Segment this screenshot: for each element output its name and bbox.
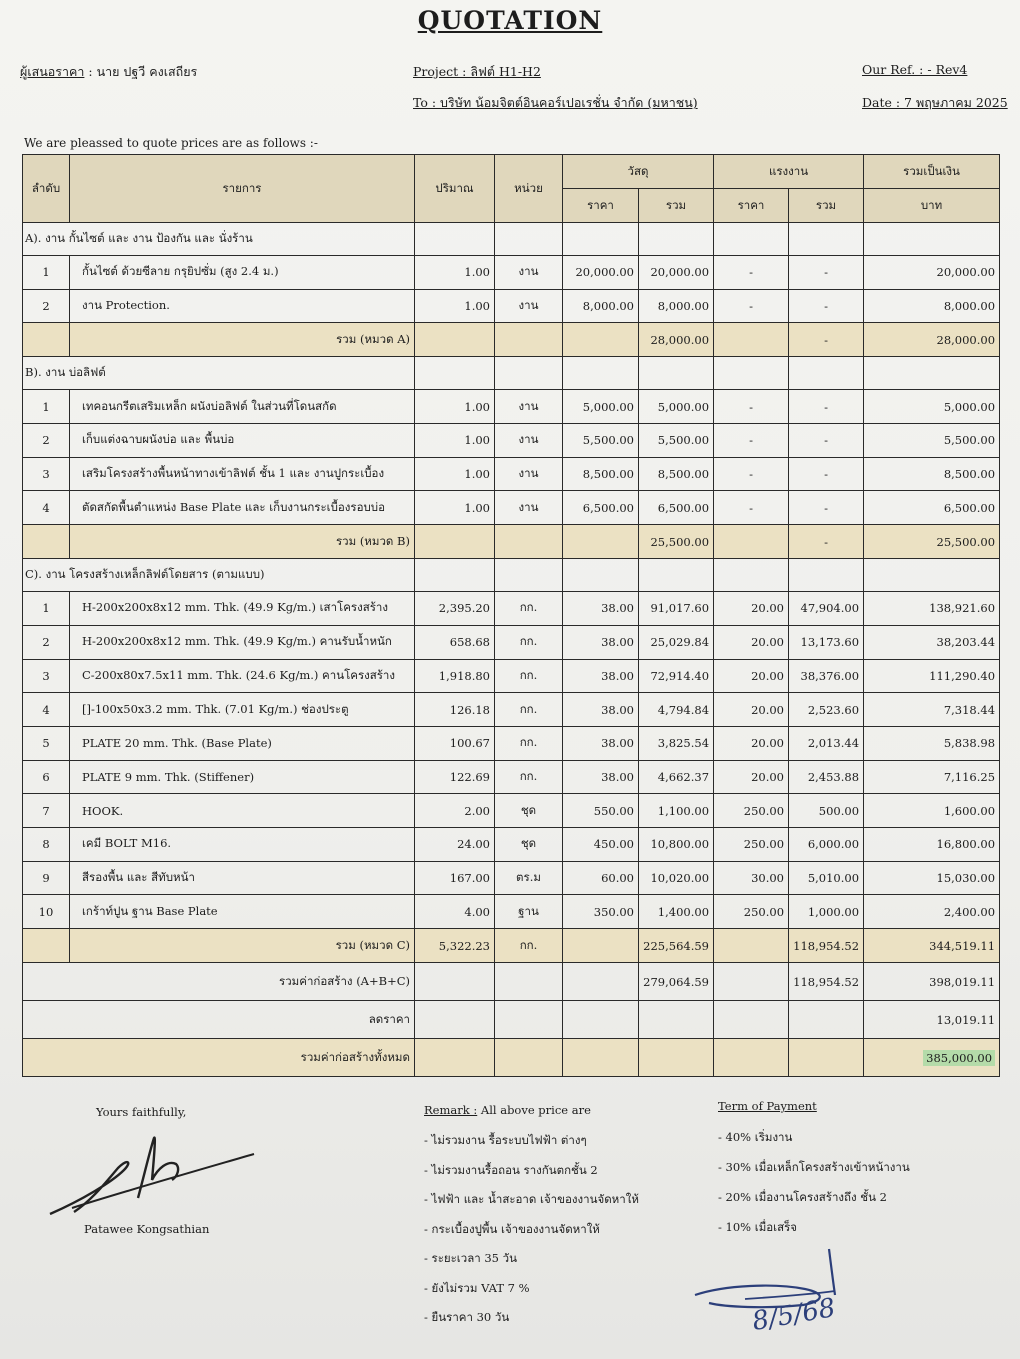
- empty-cell: [639, 357, 714, 390]
- item-material-sum: 1,100.00: [639, 794, 714, 828]
- item-desc: []-100x50x3.2 mm. Thk. (7.01 Kg/m.) ช่องประตู: [70, 693, 415, 727]
- final-total-row-labor-sum: [789, 1039, 864, 1077]
- document-title: QUOTATION: [417, 6, 603, 35]
- item-no: 9: [23, 861, 70, 895]
- item-total: 138,921.60: [864, 592, 1000, 626]
- payment-title: Term of Payment: [718, 1099, 817, 1113]
- item-material-price: 6,500.00: [563, 491, 639, 525]
- item-total: 5,000.00: [864, 390, 1000, 424]
- empty-cell: [714, 929, 789, 963]
- item-labor-sum: 6,000.00: [789, 827, 864, 861]
- item-no: 1: [23, 390, 70, 424]
- empty-cell: [415, 963, 495, 1001]
- subtotal-total: 344,519.11: [864, 929, 1000, 963]
- col-unit: หน่วย: [495, 155, 563, 223]
- item-material-sum: 25,029.84: [639, 625, 714, 659]
- payment-item: - 30% เมื่อเหล็กโครงสร้างเข้าหน้างาน: [718, 1160, 910, 1174]
- item-no: 1: [23, 592, 70, 626]
- payment-item: - 20% เมื่องานโครงสร้างถึง ชั้น 2: [718, 1190, 887, 1204]
- item-desc: ตัดสกัดพื้นตำแหน่ง Base Plate และ เก็บงานกระเบื้องรอบบ่อ: [70, 491, 415, 525]
- item-unit: กก.: [495, 659, 563, 693]
- section-header-row: [23, 223, 1000, 256]
- item-material-sum: 10,800.00: [639, 827, 714, 861]
- item-labor-price: 30.00: [714, 861, 789, 895]
- item-unit: กก.: [495, 760, 563, 794]
- item-unit: ฐาน: [495, 895, 563, 929]
- table-row: [23, 659, 1000, 693]
- table-row: [23, 592, 1000, 626]
- item-total: 2,400.00: [864, 895, 1000, 929]
- empty-cell: [495, 559, 563, 592]
- item-desc: H-200x200x8x12 mm. Thk. (49.9 Kg/m.) คานรับน้ำหนัก: [70, 625, 415, 659]
- subtotal-unit: [495, 323, 563, 357]
- item-desc: เคมี BOLT M16.: [70, 827, 415, 861]
- remark-heading: [424, 1103, 591, 1117]
- empty-cell: [639, 559, 714, 592]
- item-no: 6: [23, 760, 70, 794]
- empty-cell: [639, 223, 714, 256]
- item-material-sum: 1,400.00: [639, 895, 714, 929]
- empty-cell: [23, 525, 70, 559]
- empty-cell: [714, 1039, 789, 1077]
- handwritten-date: 8/5/68: [750, 1292, 838, 1338]
- offerer-label: ผู้เสนอราคา: [20, 64, 85, 79]
- item-labor-sum: 2,013.44: [789, 726, 864, 760]
- item-material-price: 5,500.00: [563, 424, 639, 458]
- item-qty: 2.00: [415, 794, 495, 828]
- item-total: 111,290.40: [864, 659, 1000, 693]
- table-row: [23, 895, 1000, 929]
- empty-cell: [415, 1001, 495, 1039]
- subtotal-qty: 5,322.23: [415, 929, 495, 963]
- table-row: [23, 289, 1000, 323]
- construction-total-row: [23, 963, 1000, 1001]
- col-material-sum: รวม: [639, 189, 714, 223]
- item-qty: 2,395.20: [415, 592, 495, 626]
- table-row: [23, 491, 1000, 525]
- empty-cell: [864, 559, 1000, 592]
- item-labor-sum: -: [789, 491, 864, 525]
- item-material-sum: 20,000.00: [639, 256, 714, 290]
- remark-sub: All above price are: [477, 1103, 591, 1117]
- item-labor-sum: 13,173.60: [789, 625, 864, 659]
- subtotal-labor-sum: -: [789, 323, 864, 357]
- construction-total-row-labor-sum: 118,954.52: [789, 963, 864, 1001]
- item-material-price: 8,000.00: [563, 289, 639, 323]
- col-item: รายการ: [70, 155, 415, 223]
- final-total-row: [23, 1039, 1000, 1077]
- item-total: 8,500.00: [864, 457, 1000, 491]
- item-labor-price: -: [714, 289, 789, 323]
- empty-cell: [563, 525, 639, 559]
- item-desc: งาน Protection.: [70, 289, 415, 323]
- col-no: ลำดับ: [23, 155, 70, 223]
- item-labor-price: -: [714, 457, 789, 491]
- item-labor-price: 20.00: [714, 726, 789, 760]
- item-desc: H-200x200x8x12 mm. Thk. (49.9 Kg/m.) เสาโครงสร้าง: [70, 592, 415, 626]
- col-total: รวมเป็นเงิน: [864, 155, 1000, 189]
- empty-cell: [864, 223, 1000, 256]
- item-labor-price: 20.00: [714, 659, 789, 693]
- item-no: 2: [23, 625, 70, 659]
- empty-cell: [415, 1039, 495, 1077]
- empty-cell: [495, 1039, 563, 1077]
- remark-item: - ระยะเวลา 35 วัน: [424, 1251, 517, 1265]
- empty-cell: [495, 223, 563, 256]
- empty-cell: [563, 559, 639, 592]
- item-desc: PLATE 20 mm. Thk. (Base Plate): [70, 726, 415, 760]
- item-labor-sum: 2,453.88: [789, 760, 864, 794]
- item-material-price: 450.00: [563, 827, 639, 861]
- empty-cell: [563, 357, 639, 390]
- col-baht: บาท: [864, 189, 1000, 223]
- item-qty: 24.00: [415, 827, 495, 861]
- item-unit: ชุด: [495, 794, 563, 828]
- quotation-table: [22, 154, 1000, 1077]
- item-unit: กก.: [495, 693, 563, 727]
- empty-cell: [23, 323, 70, 357]
- section-title: C). งาน โครงสร้างเหล็กลิฟต์โดยสาร (ตามแบบ): [23, 559, 415, 592]
- discount-row-label: ลดราคา: [23, 1001, 415, 1039]
- item-material-price: 38.00: [563, 693, 639, 727]
- item-total: 20,000.00: [864, 256, 1000, 290]
- subtotal-qty: [415, 323, 495, 357]
- subtotal-unit: กก.: [495, 929, 563, 963]
- item-total: 15,030.00: [864, 861, 1000, 895]
- table-row: [23, 760, 1000, 794]
- item-labor-sum: 1,000.00: [789, 895, 864, 929]
- closing-text: Yours faithfully,: [96, 1105, 187, 1119]
- item-material-sum: 4,794.84: [639, 693, 714, 727]
- table-row: [23, 256, 1000, 290]
- remark-item: - ยืนราคา 30 วัน: [424, 1310, 510, 1324]
- subtotal-material-sum: 28,000.00: [639, 323, 714, 357]
- our-ref: Our Ref. : - Rev4: [862, 62, 968, 77]
- final-total-row-total: [864, 1039, 1000, 1077]
- item-no: 5: [23, 726, 70, 760]
- item-material-price: 38.00: [563, 625, 639, 659]
- item-desc: C-200x80x7.5x11 mm. Thk. (24.6 Kg/m.) คานโครงสร้าง: [70, 659, 415, 693]
- item-qty: 1.00: [415, 256, 495, 290]
- item-total: 5,838.98: [864, 726, 1000, 760]
- item-no: 2: [23, 424, 70, 458]
- col-labor-sum: รวม: [789, 189, 864, 223]
- col-labor: แรงงาน: [714, 155, 864, 189]
- signer-name: Patawee Kongsathian: [84, 1222, 210, 1236]
- signature-icon: [42, 1128, 262, 1223]
- empty-cell: [563, 1039, 639, 1077]
- item-total: 1,600.00: [864, 794, 1000, 828]
- empty-cell: [714, 357, 789, 390]
- empty-cell: [714, 323, 789, 357]
- empty-cell: [415, 223, 495, 256]
- item-material-price: 38.00: [563, 726, 639, 760]
- item-material-price: 20,000.00: [563, 256, 639, 290]
- table-row: [23, 424, 1000, 458]
- col-qty: ปริมาณ: [415, 155, 495, 223]
- item-desc: สีรองพื้น และ สีทับหน้า: [70, 861, 415, 895]
- payment-item: - 40% เริ่มงาน: [718, 1130, 793, 1144]
- item-material-sum: 10,020.00: [639, 861, 714, 895]
- item-qty: 4.00: [415, 895, 495, 929]
- section-header-row: [23, 357, 1000, 390]
- subtotal-row: [23, 929, 1000, 963]
- item-labor-sum: 5,010.00: [789, 861, 864, 895]
- section-title: A). งาน กั้นไซต์ และ งาน ป้องกัน และ นั่งร้าน: [23, 223, 415, 256]
- item-material-price: 38.00: [563, 659, 639, 693]
- item-total: 8,000.00: [864, 289, 1000, 323]
- remark-item: - ยังไม่รวม VAT 7 %: [424, 1280, 530, 1295]
- section-title: B). งาน บ่อลิฟต์: [23, 357, 415, 390]
- item-material-price: 350.00: [563, 895, 639, 929]
- item-desc: เกร้าท์ปูน ฐาน Base Plate: [70, 895, 415, 929]
- item-unit: งาน: [495, 256, 563, 290]
- subtotal-qty: [415, 525, 495, 559]
- item-desc: เก็บแต่งฉาบผนังบ่อ และ พื้นบ่อ: [70, 424, 415, 458]
- offerer: [20, 62, 197, 82]
- subtotal-labor-sum: -: [789, 525, 864, 559]
- item-total: 7,318.44: [864, 693, 1000, 727]
- item-qty: 167.00: [415, 861, 495, 895]
- item-material-sum: 5,000.00: [639, 390, 714, 424]
- item-no: 3: [23, 457, 70, 491]
- item-qty: 658.68: [415, 625, 495, 659]
- remark-item: - ไม่รวมงานรื้อถอน รางกันตกชั้น 2: [424, 1162, 598, 1177]
- final-total-row-label: รวมค่าก่อสร้างทั้งหมด: [23, 1039, 415, 1077]
- subtotal-label: รวม (หมวด A): [70, 323, 415, 357]
- item-material-price: 38.00: [563, 760, 639, 794]
- subtotal-label: รวม (หมวด C): [70, 929, 415, 963]
- subtotal-row: [23, 323, 1000, 357]
- item-labor-sum: 38,376.00: [789, 659, 864, 693]
- item-labor-sum: 500.00: [789, 794, 864, 828]
- item-qty: 1.00: [415, 289, 495, 323]
- item-desc: เทคอนกรีตเสริมเหล็ก ผนังบ่อลิฟต์ ในส่วนที่โดนสกัด: [70, 390, 415, 424]
- table-row: [23, 625, 1000, 659]
- item-total: 5,500.00: [864, 424, 1000, 458]
- item-qty: 122.69: [415, 760, 495, 794]
- subtotal-labor-sum: 118,954.52: [789, 929, 864, 963]
- item-material-sum: 6,500.00: [639, 491, 714, 525]
- item-desc: PLATE 9 mm. Thk. (Stiffener): [70, 760, 415, 794]
- item-unit: งาน: [495, 390, 563, 424]
- section-header-row: [23, 559, 1000, 592]
- item-labor-price: 20.00: [714, 625, 789, 659]
- remark-item: - กระเบื้องปูพื้น เจ้าของงานจัดหาให้: [424, 1221, 600, 1236]
- empty-cell: [563, 323, 639, 357]
- construction-total-row-material-sum: 279,064.59: [639, 963, 714, 1001]
- empty-cell: [864, 357, 1000, 390]
- item-labor-price: 20.00: [714, 760, 789, 794]
- item-material-price: 550.00: [563, 794, 639, 828]
- subtotal-unit: [495, 525, 563, 559]
- item-total: 7,116.25: [864, 760, 1000, 794]
- item-unit: ชุด: [495, 827, 563, 861]
- item-no: 7: [23, 794, 70, 828]
- empty-cell: [415, 559, 495, 592]
- empty-cell: [563, 223, 639, 256]
- intro-text: We are pleassed to quote prices are as follows :-: [24, 136, 318, 150]
- item-material-price: 8,500.00: [563, 457, 639, 491]
- item-no: 10: [23, 895, 70, 929]
- item-no: 1: [23, 256, 70, 290]
- empty-cell: [495, 963, 563, 1001]
- subtotal-material-sum: 225,564.59: [639, 929, 714, 963]
- empty-cell: [789, 357, 864, 390]
- final-total-row-material-sum: [639, 1039, 714, 1077]
- project-label: Project : ลิฟต์ H1-H2: [413, 64, 541, 79]
- col-labor-price: ราคา: [714, 189, 789, 223]
- item-qty: 1.00: [415, 424, 495, 458]
- item-material-sum: 72,914.40: [639, 659, 714, 693]
- remark-item: - ไม่รวมงาน รื้อระบบไฟฟ้า ต่างๆ: [424, 1133, 587, 1147]
- item-material-price: 5,000.00: [563, 390, 639, 424]
- item-total: 6,500.00: [864, 491, 1000, 525]
- item-total: 16,800.00: [864, 827, 1000, 861]
- item-labor-sum: 47,904.00: [789, 592, 864, 626]
- to-label: To : บริษัท น้อมจิตต์อินคอร์เปอเรชั่น จำกัด (มหาชน): [413, 95, 698, 110]
- table-row: [23, 726, 1000, 760]
- item-no: 4: [23, 693, 70, 727]
- construction-total-row-label: รวมค่าก่อสร้าง (A+B+C): [23, 963, 415, 1001]
- table-row: [23, 693, 1000, 727]
- item-labor-price: 250.00: [714, 895, 789, 929]
- empty-cell: [23, 929, 70, 963]
- empty-cell: [789, 559, 864, 592]
- item-no: 3: [23, 659, 70, 693]
- empty-cell: [714, 525, 789, 559]
- item-desc: กั้นไซต์ ด้วยซีลาย กรุยิปซั่ม (สูง 2.4 ม.): [70, 256, 415, 290]
- item-labor-sum: -: [789, 457, 864, 491]
- item-labor-sum: -: [789, 289, 864, 323]
- final-total-value: 385,000.00: [923, 1050, 995, 1066]
- item-unit: งาน: [495, 457, 563, 491]
- item-unit: กก.: [495, 592, 563, 626]
- empty-cell: [495, 1001, 563, 1039]
- empty-cell: [714, 1001, 789, 1039]
- item-labor-sum: -: [789, 256, 864, 290]
- item-no: 4: [23, 491, 70, 525]
- item-no: 8: [23, 827, 70, 861]
- item-unit: งาน: [495, 289, 563, 323]
- item-material-sum: 5,500.00: [639, 424, 714, 458]
- item-labor-sum: -: [789, 390, 864, 424]
- table-row: [23, 794, 1000, 828]
- construction-total-row-total: 398,019.11: [864, 963, 1000, 1001]
- item-qty: 1.00: [415, 491, 495, 525]
- col-material: วัสดุ: [563, 155, 714, 189]
- item-material-sum: 8,000.00: [639, 289, 714, 323]
- discount-row-labor-sum: [789, 1001, 864, 1039]
- remark-title: Remark :: [424, 1103, 478, 1117]
- discount-row: [23, 1001, 1000, 1039]
- item-material-sum: 3,825.54: [639, 726, 714, 760]
- item-total: 38,203.44: [864, 625, 1000, 659]
- empty-cell: [563, 963, 639, 1001]
- item-material-sum: 4,662.37: [639, 760, 714, 794]
- item-labor-sum: -: [789, 424, 864, 458]
- item-unit: กก.: [495, 625, 563, 659]
- item-unit: งาน: [495, 491, 563, 525]
- item-labor-price: 250.00: [714, 827, 789, 861]
- item-qty: 100.67: [415, 726, 495, 760]
- date-label: Date : 7 พฤษภาคม 2025: [862, 95, 1008, 110]
- payment-item: - 10% เมื่อเสร็จ: [718, 1220, 798, 1234]
- item-labor-sum: 2,523.60: [789, 693, 864, 727]
- table-row: [23, 390, 1000, 424]
- discount-row-total: 13,019.11: [864, 1001, 1000, 1039]
- discount-row-material-sum: [639, 1001, 714, 1039]
- empty-cell: [495, 357, 563, 390]
- empty-cell: [714, 223, 789, 256]
- item-material-sum: 91,017.60: [639, 592, 714, 626]
- item-qty: 1,918.80: [415, 659, 495, 693]
- item-labor-price: -: [714, 491, 789, 525]
- item-qty: 1.00: [415, 390, 495, 424]
- item-labor-price: 250.00: [714, 794, 789, 828]
- empty-cell: [714, 559, 789, 592]
- item-desc: HOOK.: [70, 794, 415, 828]
- subtotal-total: 28,000.00: [864, 323, 1000, 357]
- item-unit: กก.: [495, 726, 563, 760]
- item-labor-price: 20.00: [714, 693, 789, 727]
- empty-cell: [789, 223, 864, 256]
- item-material-sum: 8,500.00: [639, 457, 714, 491]
- col-material-price: ราคา: [563, 189, 639, 223]
- item-labor-price: -: [714, 390, 789, 424]
- offerer-name: : นาย ปฐวี คงเสถียร: [88, 64, 198, 79]
- empty-cell: [415, 357, 495, 390]
- subtotal-label: รวม (หมวด B): [70, 525, 415, 559]
- subtotal-material-sum: 25,500.00: [639, 525, 714, 559]
- empty-cell: [563, 929, 639, 963]
- empty-cell: [714, 963, 789, 1001]
- item-desc: เสริมโครงสร้างพื้นหน้าทางเข้าลิฟต์ ชั้น 1 และ งานปูกระเบื้อง: [70, 457, 415, 491]
- empty-cell: [563, 1001, 639, 1039]
- table-row: [23, 861, 1000, 895]
- item-unit: งาน: [495, 424, 563, 458]
- table-row: [23, 457, 1000, 491]
- item-material-price: 60.00: [563, 861, 639, 895]
- subtotal-row: [23, 525, 1000, 559]
- item-no: 2: [23, 289, 70, 323]
- item-labor-price: -: [714, 424, 789, 458]
- item-qty: 1.00: [415, 457, 495, 491]
- item-labor-price: 20.00: [714, 592, 789, 626]
- subtotal-total: 25,500.00: [864, 525, 1000, 559]
- remark-item: - ไฟฟ้า และ น้ำสะอาด เจ้าของงานจัดหาให้: [424, 1192, 639, 1206]
- item-material-price: 38.00: [563, 592, 639, 626]
- item-qty: 126.18: [415, 693, 495, 727]
- item-labor-price: -: [714, 256, 789, 290]
- table-row: [23, 827, 1000, 861]
- item-unit: ตร.ม: [495, 861, 563, 895]
